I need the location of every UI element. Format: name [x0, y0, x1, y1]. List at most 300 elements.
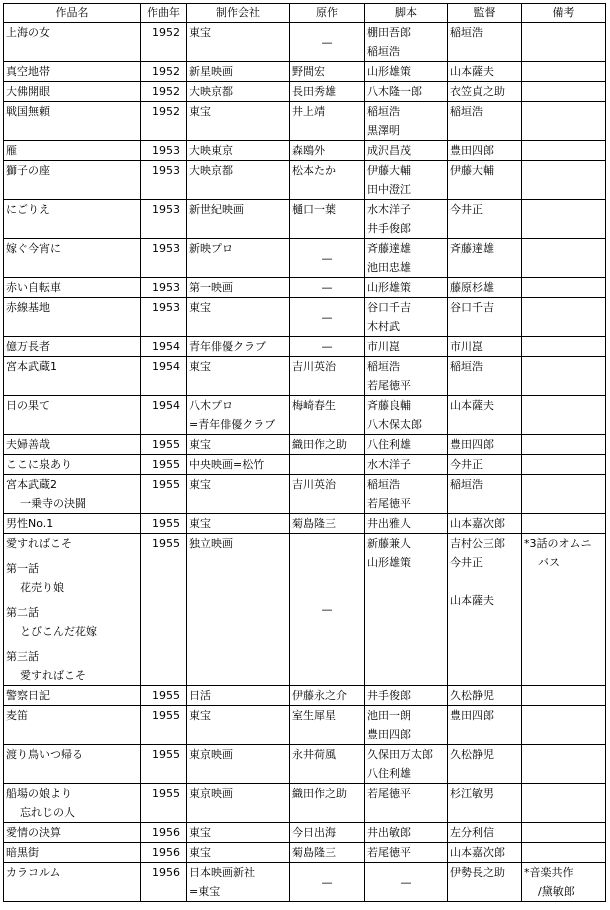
company-line: 東京映画: [189, 748, 233, 761]
cell-original: 野間宏: [290, 62, 365, 82]
script-line: 若尾徳平: [367, 497, 411, 510]
cell-title: [4, 357, 141, 396]
cell-director: [448, 337, 522, 357]
company-line: 東宝: [189, 846, 211, 859]
table-row: [4, 82, 606, 102]
script-line: 稲垣浩: [367, 105, 400, 118]
cell-company: [187, 239, 290, 278]
title-line: 上海の女: [6, 26, 50, 39]
title-line: カラコルム: [6, 866, 61, 879]
script-line: 斉藤良輔: [367, 399, 411, 412]
cell-company: [187, 298, 290, 337]
title-line: にごりえ: [6, 203, 50, 216]
table-row: [4, 396, 606, 435]
cell-title: [4, 435, 141, 455]
cell-notes: [522, 435, 606, 455]
cell-title: [4, 102, 141, 141]
cell-notes: [522, 161, 606, 200]
cell-year: 1953: [141, 200, 187, 239]
cell-director: [448, 534, 522, 686]
cell-company: [187, 102, 290, 141]
cell-director: [448, 863, 522, 902]
cell-year: 1953: [141, 161, 187, 200]
cell-year: 1952: [141, 23, 187, 62]
cell-script: [365, 62, 448, 82]
company-line: 大映東京: [189, 144, 233, 157]
header-original: 原作: [290, 4, 365, 23]
cell-script: [365, 514, 448, 534]
header-title: 作品名: [4, 4, 141, 23]
cell-director: [448, 745, 522, 784]
cell-notes: [522, 686, 606, 706]
cell-original: [290, 455, 365, 475]
cell-director: [448, 239, 522, 278]
cell-year: 1954: [141, 357, 187, 396]
director-line: 久松静児: [450, 689, 494, 702]
cell-title: [4, 784, 141, 823]
cell-script: [365, 706, 448, 745]
script-line: 田中澄江: [367, 183, 411, 196]
cell-script: [365, 686, 448, 706]
cell-original: 樋口一葉: [290, 200, 365, 239]
cell-director: [448, 278, 522, 298]
cell-company: [187, 161, 290, 200]
film-score-table: [3, 3, 606, 902]
company-line: 日活: [189, 689, 211, 702]
cell-year: 1955: [141, 784, 187, 823]
cell-notes: [522, 337, 606, 357]
director-line: [450, 572, 519, 591]
cell-company: [187, 200, 290, 239]
cell-director: [448, 23, 522, 62]
header-company: 制作会社: [187, 4, 290, 23]
director-line: 谷口千吉: [450, 301, 494, 314]
cell-company: [187, 863, 290, 902]
cell-original: —: [290, 23, 365, 62]
cell-director: [448, 82, 522, 102]
cell-year: 1955: [141, 475, 187, 514]
cell-year: 1953: [141, 239, 187, 278]
script-line: 豊田四郎: [367, 728, 411, 741]
title-line: 一乗寺の決闘: [20, 497, 86, 510]
cell-notes: [522, 298, 606, 337]
cell-year: 1955: [141, 534, 187, 686]
segment-heading: 第二話: [6, 606, 39, 619]
header-notes: 備考: [522, 4, 606, 23]
header-year: 作曲年: [141, 4, 187, 23]
cell-director: [448, 102, 522, 141]
script-line: 水木洋子: [367, 458, 411, 471]
director-line: 今井正: [450, 458, 483, 471]
director-line: 藤原杉雄: [450, 281, 494, 294]
cell-year: 1953: [141, 141, 187, 161]
cell-year: 1954: [141, 396, 187, 435]
cell-script: [365, 298, 448, 337]
note-line: *3話のオムニ: [524, 537, 592, 550]
cell-company: [187, 745, 290, 784]
table-row: [4, 455, 606, 475]
cell-director: [448, 514, 522, 534]
company-line: =東宝: [189, 885, 221, 898]
cell-original: —: [290, 278, 365, 298]
cell-notes: [522, 514, 606, 534]
cell-original: —: [290, 863, 365, 902]
cell-director: [448, 823, 522, 843]
script-line: 伊藤大輔: [367, 164, 411, 177]
cell-title: [4, 863, 141, 902]
cell-director: [448, 396, 522, 435]
cell-title: [4, 455, 141, 475]
cell-director: [448, 686, 522, 706]
cell-notes: [522, 62, 606, 82]
director-line: 稲垣浩: [450, 105, 483, 118]
cell-script: [365, 357, 448, 396]
cell-title: [4, 396, 141, 435]
script-line: —: [400, 875, 412, 889]
company-line: 第一映画: [189, 281, 233, 294]
script-line: 井出敏郎: [367, 826, 411, 839]
script-line: 稲垣浩: [367, 478, 400, 491]
script-line: 若尾徳平: [367, 846, 411, 859]
cell-notes: [522, 475, 606, 514]
cell-director: [448, 141, 522, 161]
cell-year: 1955: [141, 686, 187, 706]
cell-notes: [522, 278, 606, 298]
title-line: ここに泉あり: [6, 458, 72, 471]
cell-script: [365, 161, 448, 200]
cell-title: [4, 62, 141, 82]
script-line: 八木隆一郎: [367, 85, 422, 98]
cell-title: [4, 534, 141, 686]
title-line: 愛情の決算: [6, 826, 61, 839]
company-line: 東宝: [189, 709, 211, 722]
table-row: [4, 784, 606, 823]
segment-name: とびこんだ花嫁: [20, 625, 97, 638]
cell-title: [4, 82, 141, 102]
table-row: [4, 278, 606, 298]
cell-notes: [522, 823, 606, 843]
script-line: 谷口千吉: [367, 301, 411, 314]
cell-script: [365, 455, 448, 475]
cell-company: [187, 396, 290, 435]
cell-title: [4, 161, 141, 200]
cell-original: 伊藤永之介: [290, 686, 365, 706]
cell-year: 1955: [141, 745, 187, 784]
script-line: 八木保太郎: [367, 418, 422, 431]
table-row: [4, 102, 606, 141]
table-row: [4, 686, 606, 706]
cell-company: [187, 843, 290, 863]
title-line: 嫁ぐ今宵に: [6, 242, 61, 255]
cell-script: [365, 475, 448, 514]
cell-notes: [522, 102, 606, 141]
table-row: [4, 62, 606, 82]
script-line: 水木洋子: [367, 203, 411, 216]
cell-original: —: [290, 534, 365, 686]
title-line: 宮本武蔵2: [6, 478, 57, 491]
script-line: 井手俊郎: [367, 689, 411, 702]
cell-year: 1955: [141, 435, 187, 455]
cell-original: —: [290, 239, 365, 278]
cell-script: [365, 396, 448, 435]
cell-notes: [522, 706, 606, 745]
cell-year: 1953: [141, 298, 187, 337]
company-line: 東宝: [189, 438, 211, 451]
script-line: 若尾徳平: [367, 787, 411, 800]
table-row: [4, 23, 606, 62]
cell-title: [4, 141, 141, 161]
cell-title: [4, 686, 141, 706]
segment-name: 愛すればこそ: [20, 669, 86, 682]
header-row: [4, 4, 606, 23]
cell-title: [4, 337, 141, 357]
cell-notes: [522, 843, 606, 863]
cell-year: 1955: [141, 706, 187, 745]
script-line: 池田一朗: [367, 709, 411, 722]
cell-title: [4, 23, 141, 62]
script-line: 新藤兼人: [367, 537, 411, 550]
cell-year: 1956: [141, 843, 187, 863]
cell-title: [4, 200, 141, 239]
script-line: 池田忠雄: [367, 261, 411, 274]
director-line: 吉村公三郎: [450, 537, 505, 550]
script-line: 井手俊郎: [367, 222, 411, 235]
company-line: 新星映画: [189, 65, 233, 78]
company-line: 東京映画: [189, 787, 233, 800]
title-line: 赤い自転車: [6, 281, 61, 294]
director-line: 稲垣浩: [450, 478, 483, 491]
cell-original: —: [290, 298, 365, 337]
table-row: [4, 357, 606, 396]
title-line: 男性No.1: [6, 517, 54, 530]
note-line: バス: [538, 556, 560, 569]
cell-notes: [522, 745, 606, 784]
title-line: 日の果て: [6, 399, 50, 412]
script-line: 木村武: [367, 320, 400, 333]
company-line: 東宝: [189, 826, 211, 839]
cell-director: [448, 475, 522, 514]
cell-notes: [522, 200, 606, 239]
company-line: 青年俳優クラブ: [189, 340, 266, 353]
company-line: 東宝: [189, 105, 211, 118]
script-line: 井出雅人: [367, 517, 411, 530]
table-row: [4, 534, 606, 686]
cell-script: [365, 82, 448, 102]
cell-notes: [522, 534, 606, 686]
cell-company: [187, 278, 290, 298]
cell-company: [187, 435, 290, 455]
cell-notes: [522, 23, 606, 62]
director-line: 衣笠貞之助: [450, 85, 505, 98]
cell-original: 吉川英治: [290, 357, 365, 396]
company-line: 新映プロ: [189, 242, 233, 255]
cell-original: 梅崎春生: [290, 396, 365, 435]
script-line: 久保田万太郎: [367, 748, 433, 761]
cell-original: 今日出海: [290, 823, 365, 843]
cell-original: 織田作之助: [290, 435, 365, 455]
director-line: 杉江敏男: [450, 787, 494, 800]
script-line: 八住利雄: [367, 438, 411, 451]
cell-script: [365, 784, 448, 823]
cell-script: [365, 745, 448, 784]
cell-original: 織田作之助: [290, 784, 365, 823]
cell-script: [365, 534, 448, 686]
company-line: 日本映画新社: [189, 866, 255, 879]
cell-original: 井上靖: [290, 102, 365, 141]
cell-title: [4, 823, 141, 843]
title-line: 夫婦善哉: [6, 438, 50, 451]
company-line: 大映京都: [189, 164, 233, 177]
table-row: [4, 435, 606, 455]
director-line: 今井正: [450, 556, 483, 569]
table-row: [4, 239, 606, 278]
title-line: 渡り鳥いつ帰る: [6, 748, 83, 761]
cell-year: 1953: [141, 278, 187, 298]
cell-director: [448, 435, 522, 455]
company-line: 東宝: [189, 360, 211, 373]
cell-director: [448, 62, 522, 82]
table-row: [4, 843, 606, 863]
cell-title: [4, 706, 141, 745]
cell-original: 吉川英治: [290, 475, 365, 514]
cell-title: [4, 843, 141, 863]
script-line: 八住利雄: [367, 767, 411, 780]
cell-year: 1956: [141, 863, 187, 902]
header-script: 脚本: [365, 4, 448, 23]
director-line: 山本薩夫: [450, 399, 494, 412]
table-row: [4, 745, 606, 784]
cell-script: [365, 337, 448, 357]
company-line: 東宝: [189, 26, 211, 39]
table-row: [4, 161, 606, 200]
title-line: 億万長者: [6, 340, 50, 353]
note-line: *音楽共作: [524, 866, 574, 879]
cell-company: [187, 455, 290, 475]
cell-director: [448, 298, 522, 337]
title-line: 宮本武蔵1: [6, 360, 57, 373]
cell-original: 長田秀雄: [290, 82, 365, 102]
director-line: 豊田四郎: [450, 438, 494, 451]
director-line: 伊勢長之助: [450, 866, 505, 879]
note-line: /黛敏郎: [538, 885, 575, 898]
header-director: 監督: [448, 4, 522, 23]
director-line: 今井正: [450, 203, 483, 216]
cell-director: [448, 455, 522, 475]
script-line: 山形雄策: [367, 281, 411, 294]
cell-director: [448, 843, 522, 863]
cell-company: [187, 62, 290, 82]
director-line: 稲垣浩: [450, 360, 483, 373]
cell-script: [365, 141, 448, 161]
cell-title: [4, 278, 141, 298]
cell-script: [365, 200, 448, 239]
table-row: [4, 298, 606, 337]
cell-company: [187, 337, 290, 357]
cell-company: [187, 686, 290, 706]
cell-company: [187, 23, 290, 62]
company-line: 東宝: [189, 301, 211, 314]
cell-script: [365, 863, 448, 902]
cell-company: [187, 514, 290, 534]
script-line: 山形雄策: [367, 65, 411, 78]
company-line: 新世紀映画: [189, 203, 244, 216]
title-line: 忘れじの人: [20, 806, 75, 819]
cell-script: [365, 435, 448, 455]
cell-company: [187, 82, 290, 102]
table-row: [4, 337, 606, 357]
company-line: 東宝: [189, 478, 211, 491]
company-line: 大映京都: [189, 85, 233, 98]
cell-script: [365, 278, 448, 298]
cell-notes: [522, 396, 606, 435]
cell-notes: [522, 141, 606, 161]
table-row: [4, 475, 606, 514]
director-line: 豊田四郎: [450, 709, 494, 722]
table-row: [4, 863, 606, 902]
script-line: 成沢昌茂: [367, 144, 411, 157]
director-line: 斉藤達雄: [450, 242, 494, 255]
script-line: 山形雄策: [367, 556, 411, 569]
cell-company: [187, 475, 290, 514]
cell-notes: [522, 455, 606, 475]
cell-year: 1952: [141, 82, 187, 102]
title-line: 戦国無頼: [6, 105, 50, 118]
cell-year: 1955: [141, 455, 187, 475]
cell-script: [365, 843, 448, 863]
cell-script: [365, 823, 448, 843]
cell-title: [4, 514, 141, 534]
cell-company: [187, 706, 290, 745]
cell-original: 菊島隆三: [290, 514, 365, 534]
cell-company: [187, 141, 290, 161]
script-line: 黒澤明: [367, 124, 400, 137]
segment-heading: 第三話: [6, 650, 39, 663]
title-line: 暗黒街: [6, 846, 39, 859]
cell-year: 1952: [141, 62, 187, 82]
cell-original: —: [290, 337, 365, 357]
cell-year: 1956: [141, 823, 187, 843]
script-line: 棚田吾郎: [367, 26, 411, 39]
cell-script: [365, 239, 448, 278]
director-line: 山本嘉次郎: [450, 846, 505, 859]
script-line: 稲垣浩: [367, 360, 400, 373]
cell-original: 森鴎外: [290, 141, 365, 161]
director-line: 豊田四郎: [450, 144, 494, 157]
company-line: 東宝: [189, 517, 211, 530]
title-line: 雁: [6, 144, 17, 157]
director-line: 左分利信: [450, 826, 494, 839]
cell-notes: [522, 357, 606, 396]
cell-script: [365, 102, 448, 141]
director-line: 伊藤大輔: [450, 164, 494, 177]
title-line: 警察日記: [6, 689, 50, 702]
company-line: 独立映画: [189, 537, 233, 550]
title-line: 麦笛: [6, 709, 28, 722]
cell-year: 1952: [141, 102, 187, 141]
cell-notes: [522, 863, 606, 902]
company-line: 八木プロ: [189, 399, 233, 412]
title-line: 船場の娘より: [6, 787, 72, 800]
script-line: 稲垣浩: [367, 45, 400, 58]
title-line: 真空地帯: [6, 65, 50, 78]
cell-script: [365, 23, 448, 62]
director-line: 稲垣浩: [450, 26, 483, 39]
company-line: 中央映画=松竹: [189, 458, 265, 471]
cell-company: [187, 823, 290, 843]
cell-director: [448, 357, 522, 396]
table-row: [4, 200, 606, 239]
cell-title: [4, 475, 141, 514]
